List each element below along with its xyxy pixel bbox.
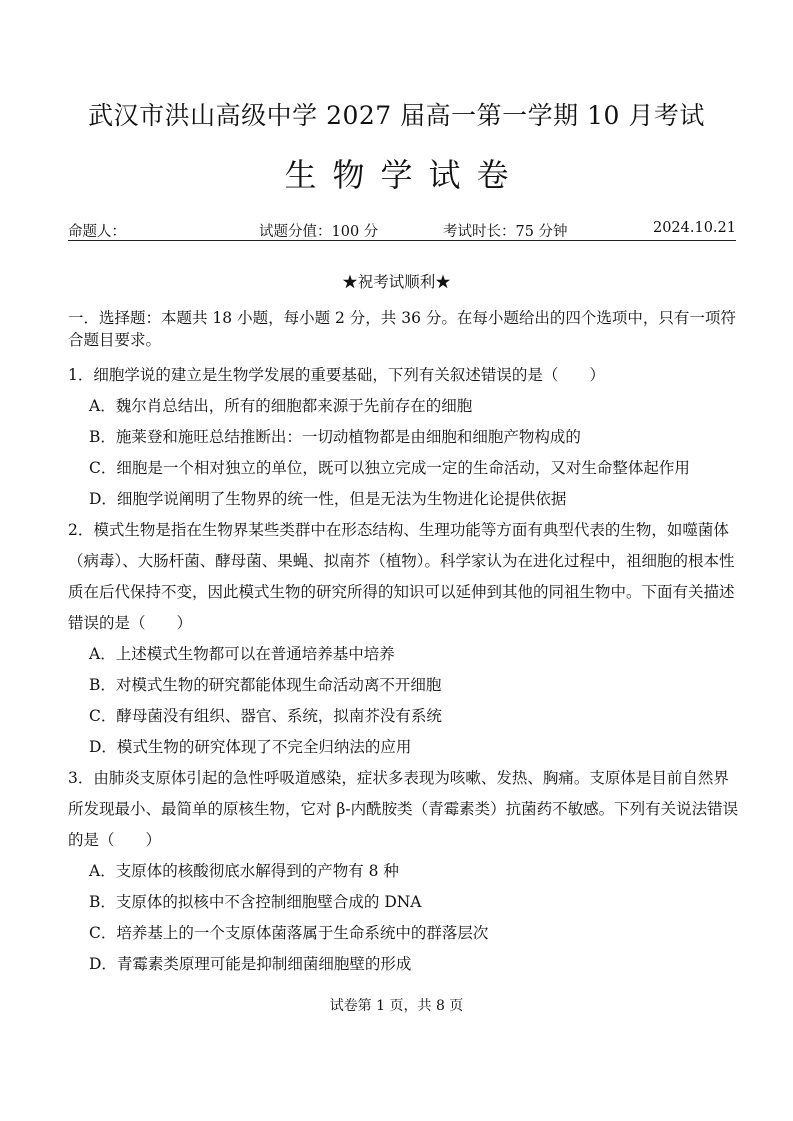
exam-subtitle: 生物学试卷 xyxy=(284,156,525,194)
question-2 xyxy=(68,515,740,763)
option-b: B．支原体的拟核中不含控制细胞壁合成的 DNA xyxy=(89,893,422,911)
option-c: C．培养基上的一个支原体菌落属于生命系统中的群落层次 xyxy=(89,924,489,942)
question-1 xyxy=(68,360,740,515)
option-a: A．魏尔肖总结出，所有的细胞都来源于先前存在的细胞 xyxy=(89,397,473,415)
exam-content xyxy=(68,302,740,980)
option-a: A．支原体的核酸彻底水解得到的产物有 8 种 xyxy=(89,862,399,880)
meta-author: 命题人： xyxy=(68,224,126,240)
meta-date: 2024.10.21 xyxy=(652,220,736,236)
exam-meta-line xyxy=(68,218,736,241)
section-instructions: 一．选择题：本题共 18 小题，每小题 2 分，共 36 分。在每小题给出的四个选项中，只有一项符合题目要求。 xyxy=(68,309,736,349)
question-stem: 2．模式生物是指在生物界某些类群中在形态结构、生理功能等方面有典型代表的生物，如噬菌体（病毒）、大肠杆菌、酵母菌、果蝇、拟南芥（植物）。科学家认为在进化过程中，祖细胞的根本性质在后代保持不变，因此模式生物的研究所得的知识可以延伸到其他的同祖生物中。下面有关描述错误的是（ ） xyxy=(68,521,735,632)
option-d: D．模式生物的研究体现了不完全归纳法的应用 xyxy=(89,738,412,756)
option-d: D．细胞学说阐明了生物界的统一性，但是无法为生物进化论提供依据 xyxy=(89,490,567,508)
good-luck-banner: ★祝考试顺利★ xyxy=(342,273,451,291)
meta-duration: 考试时长：75 分钟 xyxy=(443,224,568,240)
question-stem: 3．由肺炎支原体引起的急性呼吸道感染，症状多表现为咳嗽、发热、胸痛。支原体是目前自然界所发现最小、最简单的原核生物，它对 β-内酰胺类（青霉素类）抗菌药不敏感。下列有关说法错误的是（ ） xyxy=(68,769,739,849)
option-c: C．酵母菌没有组织、器官、系统，拟南芥没有系统 xyxy=(89,707,442,725)
option-b: B．对模式生物的研究都能体现生命活动离不开细胞 xyxy=(89,676,442,694)
question-3 xyxy=(68,763,740,980)
meta-score: 试题分值：100 分 xyxy=(259,224,379,240)
option-d: D．青霉素类原理可能是抑制细菌细胞壁的形成 xyxy=(89,955,412,973)
page-footer: 试卷第 1 页，共 8 页 xyxy=(329,998,464,1014)
option-b: B．施莱登和施旺总结推断出：一切动植物都是由细胞和细胞产物构成的 xyxy=(89,428,581,446)
option-a: A．上述模式生物都可以在普通培养基中培养 xyxy=(89,645,395,663)
option-c: C．细胞是一个相对独立的单位，既可以独立完成一定的生命活动，又对生命整体起作用 xyxy=(89,459,690,477)
exam-title: 武汉市洪山高级中学 2027 届高一第一学期 10 月考试 xyxy=(88,101,705,130)
question-stem: 1．细胞学说的建立是生物学发展的重要基础，下列有关叙述错误的是（ ） xyxy=(68,366,605,384)
